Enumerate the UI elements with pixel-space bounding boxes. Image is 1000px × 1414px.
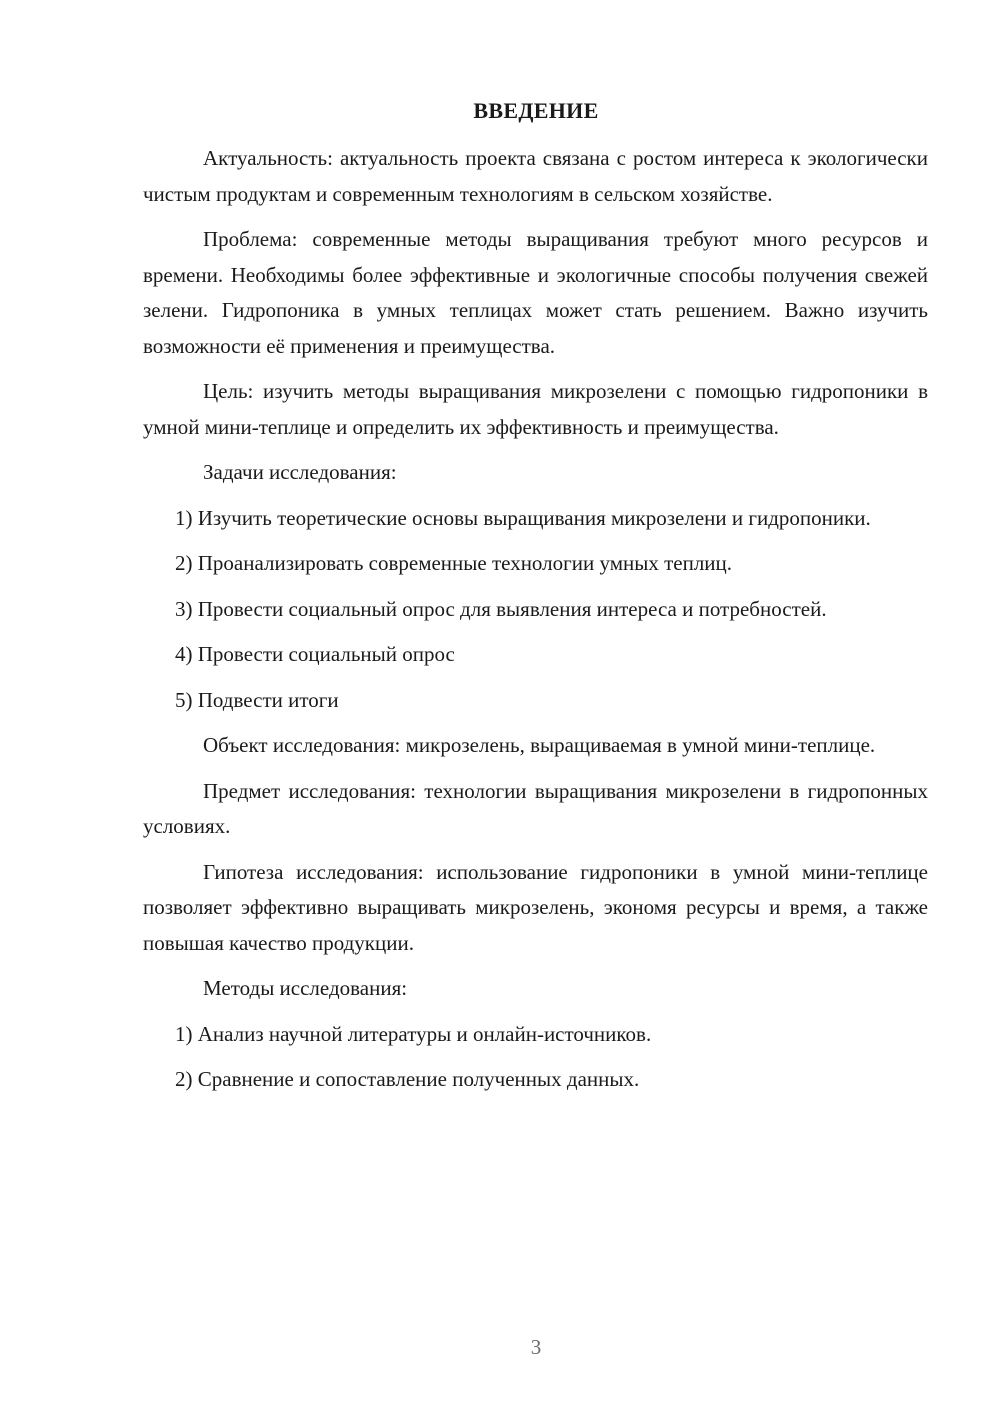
list-item-task-3: 3) Провести социальный опрос для выявления интереса и потребностей. bbox=[175, 596, 827, 621]
document-body bbox=[143, 141, 928, 1108]
page-title: ВВЕДЕНИЕ bbox=[473, 98, 599, 123]
paragraph-problem: Проблема: современные методы выращивания требуют много ресурсов и времени. Необходимы более эффективные и экологичные способы получения свежей зелени. Гидропоника в умных теплицах может стать решением. Важно изучить возможности её применения и преимущества. bbox=[143, 227, 928, 358]
paragraph-methods-heading: Методы исследования: bbox=[203, 976, 408, 1000]
paragraph-hypothesis: Гипотеза исследования: использование гидропоники в умной мини-теплице позволяет эффективно выращивать микрозелень, экономя ресурсы и время, а также повышая качество продукции. bbox=[143, 859, 928, 955]
list-item-task-1: 1) Изучить теоретические основы выращивания микрозелени и гидропоники. bbox=[175, 505, 871, 530]
page-number: 3 bbox=[530, 1335, 542, 1359]
paragraph-relevance: Актуальность: актуальность проекта связана с ростом интереса к экологически чистым продуктам и современным технологиям в сельском хозяйстве. bbox=[143, 146, 928, 206]
list-item-task-2: 2) Проанализировать современные технологии умных теплиц. bbox=[175, 551, 733, 575]
paragraph-tasks-heading: Задачи исследования: bbox=[203, 460, 397, 484]
list-item-method-2: 2) Сравнение и сопоставление полученных данных. bbox=[175, 1067, 640, 1091]
list-item-task-4: 4) Провести социальный опрос bbox=[175, 642, 455, 666]
paragraph-goal: Цель: изучить методы выращивания микрозелени с помощью гидропоники в умной мини-теплице и определить их эффективность и преимущества. bbox=[143, 379, 928, 439]
list-item-task-5: 5) Подвести итоги bbox=[175, 687, 339, 712]
list-item-method-1: 1) Анализ научной литературы и онлайн-источников. bbox=[175, 1021, 652, 1046]
paragraph-object: Объект исследования: микрозелень, выращиваемая в умной мини-теплице. bbox=[203, 733, 876, 757]
paragraph-subject: Предмет исследования: технологии выращивания микрозелени в гидропонных условиях. bbox=[143, 778, 928, 838]
